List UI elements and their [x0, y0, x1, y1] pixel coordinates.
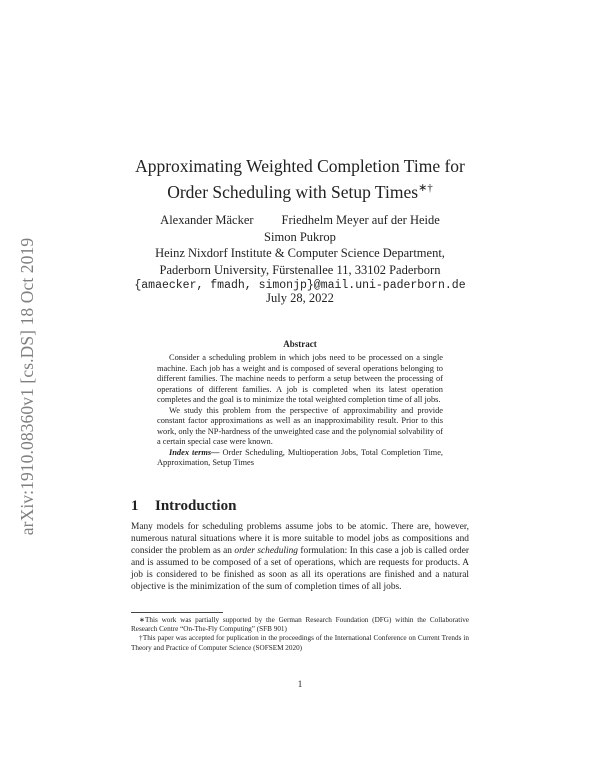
abstract-heading: Abstract — [283, 339, 317, 349]
section-title: Introduction — [155, 498, 237, 514]
abstract-paragraph-2: We study this problem from the perspective of approximability and provide constant factor approximations as well as an inapproximability result. Prior to this work, only the NP-hardness of the unweighted case and the polynomial solvability of a certain special case were known. — [157, 405, 443, 446]
intro-text-before: Many models for scheduling problems assume jobs to be atomic. There are, however, numerous natural situations where it is more suitable to model jobs as compositions and consider the problem as an — [131, 522, 469, 556]
paper-title — [131, 155, 469, 203]
index-terms-label: Index terms— — [169, 447, 220, 457]
footnotes — [131, 616, 469, 653]
footnote-1: ∗This work was partially supported by the German Research Foundation (DFG) within the Collaborative Research Centre “On-The-Fly Computing” (SFB 901) — [131, 616, 469, 634]
introduction-body — [131, 522, 469, 593]
abstract-body — [157, 353, 443, 469]
title-footnote-marks: ∗† — [418, 182, 433, 194]
intro-text-after: formulation: In this case a job is called order and is assumed to be composed of a set of operations, which are requests for products. A job is considered to be finished as soon as all its operations are finished and a natural objective is the minimization of the sum of completion times of all jobs. — [131, 545, 469, 592]
index-terms-list: Order Scheduling, Multioperation Jobs, Total Completion Time, Approximation, Setup Times — [157, 447, 444, 467]
title-line-2 — [131, 177, 469, 203]
footnote-rule — [131, 612, 223, 613]
section-number: 1 — [131, 498, 139, 514]
paper-date: July 28, 2022 — [266, 291, 334, 305]
index-terms — [157, 448, 443, 469]
arxiv-identifier: arXiv:1910.08360v1 [cs.DS] 18 Oct 2019 — [17, 237, 38, 535]
author-block — [131, 212, 469, 295]
intro-emphasis: order scheduling — [234, 545, 298, 556]
arxiv-sidebar-stamp — [18, 216, 38, 556]
title-line-2-text: Order Scheduling with Setup Times — [167, 181, 419, 202]
affiliation-line-2: Paderborn University, Fürstenallee 11, 33102 Paderborn — [159, 262, 441, 277]
footnote-2: †This paper was accepted for puplication in the proceedings of the International Conference on Current Trends in Theory and Practice of Computer Science (SOFSEM 2020) — [131, 634, 469, 652]
author-row — [131, 212, 469, 229]
affiliation-line-1: Heinz Nixdorf Institute & Computer Science Department, — [155, 246, 445, 260]
title-line-1: Approximating Weighted Completion Time for — [135, 156, 465, 176]
page-number: 1 — [297, 680, 303, 690]
section-heading — [131, 498, 469, 515]
intro-paragraph — [131, 522, 469, 593]
abstract-paragraph-1: Consider a scheduling problem in which jobs need to be processed on a single machine. Each job has a weight and is composed of several operations belonging to different families. The machine needs to perform a setup between the processing of operations of different families. A job is completed when its latest operation completes and the goal is to minimize the total weighted completion time of all jobs. — [157, 353, 443, 404]
author-3: Simon Pukrop — [264, 229, 336, 244]
author-2: Friedhelm Meyer auf der Heide — [281, 213, 440, 227]
author-emails: {amaecker, fmadh, simonjp}@mail.uni-paderborn.de — [134, 279, 466, 292]
author-1: Alexander Mäcker — [160, 213, 254, 227]
